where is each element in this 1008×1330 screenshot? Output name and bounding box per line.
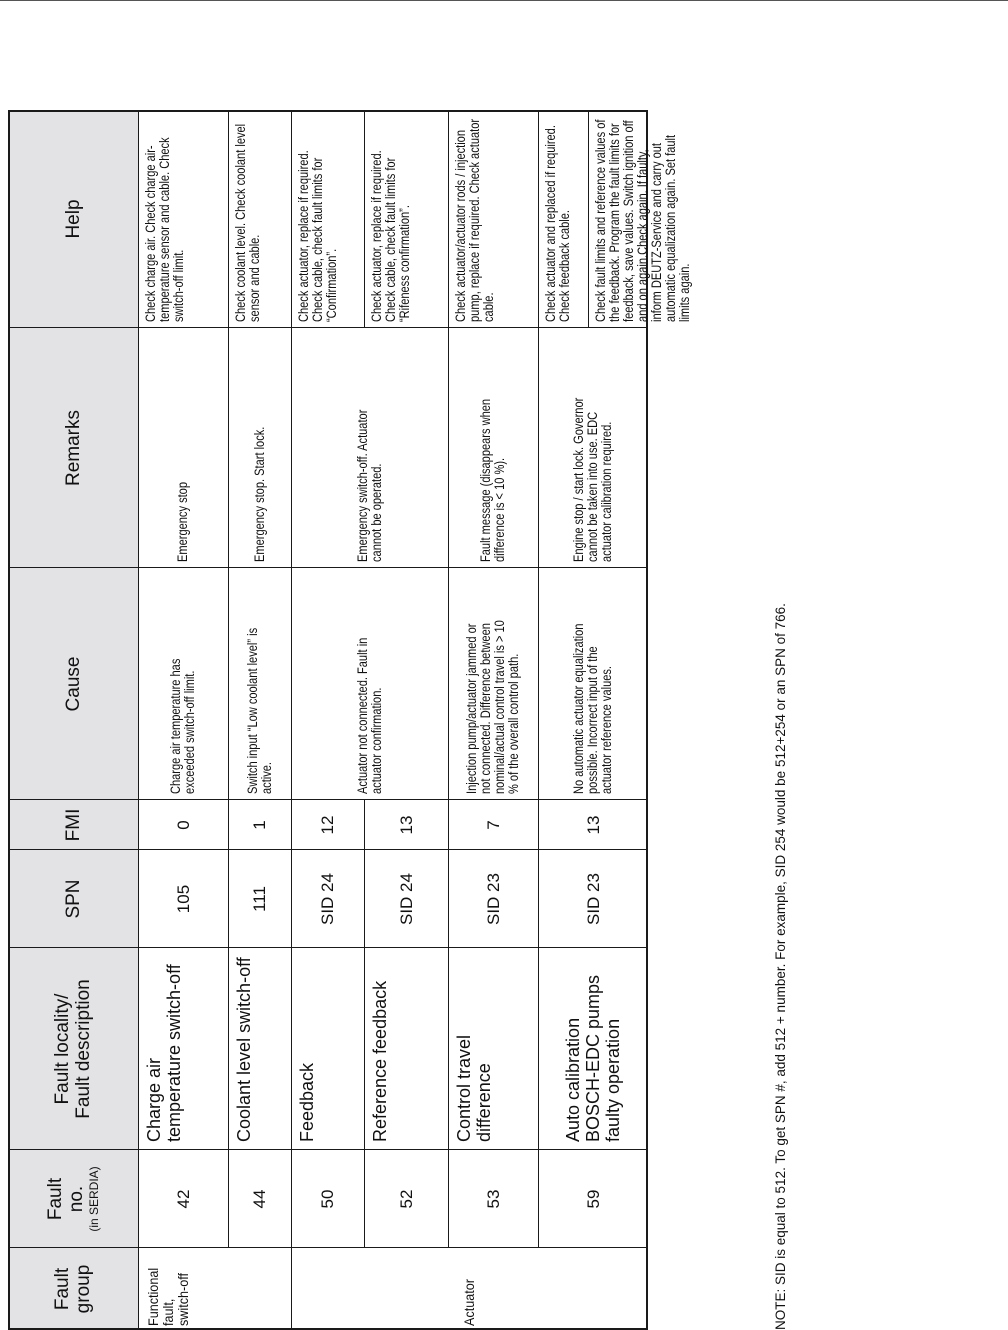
row-1-spn: 111 xyxy=(250,886,269,912)
group-actuator xyxy=(291,1248,648,1330)
row-5-help2-cell xyxy=(588,110,692,328)
row-1-fault-no: 44 xyxy=(250,1189,269,1209)
row-5-remarks-cell xyxy=(538,328,648,568)
row-0-remarks: Emergency stop xyxy=(175,482,190,562)
row-3-fmi: 13 xyxy=(396,815,416,835)
row-4-fmi: 7 xyxy=(483,820,503,830)
row-4-cause: Injection pump/actuator jammed or not connected. Difference between nominal/actual control travel is > 10 % of the overall control path. xyxy=(464,620,521,794)
row-3-spn: SID 24 xyxy=(396,873,416,925)
row-5-fmi: 13 xyxy=(583,815,603,835)
header-fault-no xyxy=(8,1150,138,1248)
row-4-help: Check actuator/actuator rods / injection pump, replace if required. Check actuator cable. xyxy=(453,118,496,322)
row-2-help-cell xyxy=(291,110,364,328)
row-0-help-cell xyxy=(138,110,228,328)
row-0-description: Charge air temperature switch-off xyxy=(144,964,184,1142)
row-0-cause: Charge air temperature has exceeded switch-off limit. xyxy=(168,658,197,794)
row-1-remarks-cell xyxy=(228,328,291,568)
row-0-help: Check charge air. Check charge air-temperature sensor and cable. Check switch-off limit. xyxy=(143,137,186,322)
row-4-description: Control travel difference xyxy=(454,1034,494,1142)
row-0-fmi: 0 xyxy=(173,820,193,830)
group-functional-text: Functional fault, switch-off xyxy=(145,1267,191,1326)
row-2-fmi: 12 xyxy=(318,815,337,835)
row-5-remarks: Engine stop / start lock. Governor cannot be taken into use. EDC actuator calibration required. xyxy=(571,397,614,562)
row-5-spn: SID 23 xyxy=(583,873,603,925)
fault-table-rotated xyxy=(8,110,692,1330)
row-1-help-cell xyxy=(228,110,291,328)
row-1-fmi: 1 xyxy=(250,820,269,830)
header-cause: Cause xyxy=(62,656,84,712)
row-1-help: Check coolant level. Check coolant level sensor and cable. xyxy=(233,123,262,322)
row-1-cause: Switch input “Low coolant level” is active. xyxy=(244,627,274,794)
row-3-help: Check actuator, replace if required. Check cable, check fault limits for “Rifeness confirmation”. xyxy=(369,150,412,322)
header-fault-locality: Fault locality/ Fault description xyxy=(52,979,94,1119)
row-5-help2: Check fault limits and reference values of the feedback. Program the fault limits for feedback, save values. Switch ignition off and on again.Check again. If faulty, inform DEUTZ-Service and carry out automatic equalization again. Set fault limits again. xyxy=(593,119,692,322)
header-fault-no-label: Fault no. xyxy=(45,1177,87,1221)
row-4-remarks-cell xyxy=(448,328,538,568)
top-rule xyxy=(0,0,1008,1)
merged-remarks: Emergency switch-off. Actuator cannot be operated. xyxy=(354,409,384,562)
row-0-fault-no: 42 xyxy=(173,1189,193,1209)
header-remarks: Remarks xyxy=(62,410,84,487)
header-help: Help xyxy=(62,199,84,239)
row-1-remarks: Emergency stop. Start lock. xyxy=(251,426,267,562)
row-4-cause-cell xyxy=(448,568,538,800)
fault-table xyxy=(8,110,692,1330)
row-2-spn: SID 24 xyxy=(318,873,337,925)
row-4-remarks: Fault message (disappears when difference is < 10 %). xyxy=(478,398,507,562)
row-5-fault-no: 59 xyxy=(583,1189,603,1209)
header-fmi: FMI xyxy=(62,808,84,842)
row-3-description: Reference feedback xyxy=(370,980,390,1142)
row-0-cause-cell xyxy=(138,568,228,800)
row-3-fault-no: 52 xyxy=(396,1189,416,1209)
row-0-spn: 105 xyxy=(173,884,193,914)
header-fault-group: Fault group xyxy=(52,1264,94,1314)
footnote: NOTE: SID is equal to 512. To get SPN #, add 512 + number. For example, SID 254 would be 512+254 or an SPN of 766. xyxy=(773,603,788,1330)
row-2-help: Check actuator, replace if required. Check cable, check fault limits for “Confirmation”. xyxy=(296,150,339,322)
group-actuator-text: Actuator xyxy=(461,1279,477,1326)
row-2-fault-no: 50 xyxy=(318,1189,337,1209)
group-functional xyxy=(138,1248,291,1330)
header-spn: SPN xyxy=(62,879,84,919)
row-3-help-cell xyxy=(364,110,448,328)
row-2-description: Feedback xyxy=(297,1062,317,1142)
merged-cause: Actuator not connected. Fault in actuator confirmation. xyxy=(354,637,384,794)
merged-cause-cell xyxy=(291,568,448,800)
row-4-spn: SID 23 xyxy=(483,873,503,925)
row-1-description: Coolant level switch-off xyxy=(234,957,254,1142)
row-5-description: Auto calibration BOSCH-EDC pumps faulty operation xyxy=(563,974,623,1142)
row-0-remarks-cell xyxy=(138,328,228,568)
row-4-help-cell xyxy=(448,110,538,328)
header-fault-no-sub: (in SERDIA) xyxy=(87,1166,101,1232)
merged-remarks-cell xyxy=(291,328,448,568)
row-5-help-cell xyxy=(538,110,588,328)
row-1-cause-cell xyxy=(228,568,291,800)
row-5-help: Check actuator and replaced if required. Check feedback cable. xyxy=(543,125,572,322)
row-4-fault-no: 53 xyxy=(483,1189,503,1209)
row-5-cause: No automatic actuator equalization possible. Incorrect input of the actuator reference values. xyxy=(571,623,614,794)
row-5-cause-cell xyxy=(538,568,648,800)
